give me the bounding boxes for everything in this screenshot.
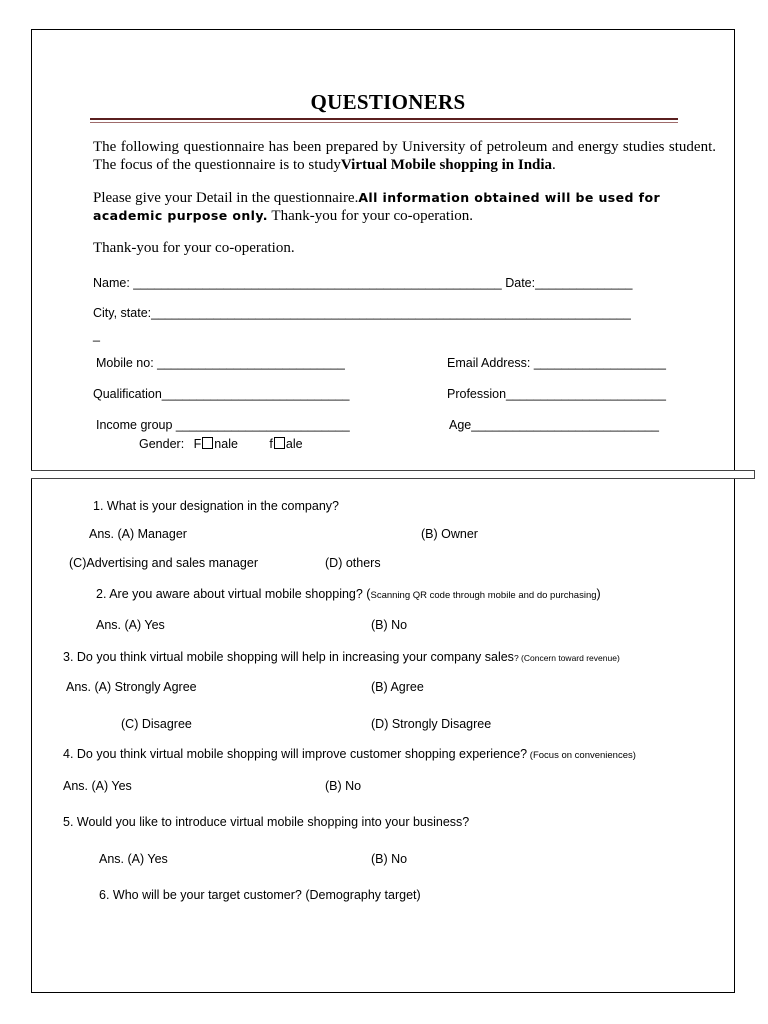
q1-option-d[interactable]: (D) others <box>325 556 381 570</box>
q2-note: Scanning QR code through mobile and do purchasing <box>370 590 597 601</box>
title-rule-thick <box>90 118 678 120</box>
page-title: QUESTIONERS <box>310 90 466 114</box>
male-letter: f <box>269 437 273 451</box>
q5-option-b[interactable]: (B) No <box>371 852 408 866</box>
q1-option-a[interactable]: Ans. (A) Manager <box>89 527 187 541</box>
q4-note: (Focus on conveniences) <box>527 750 636 761</box>
intro-paragraph-1 <box>93 138 716 174</box>
academic-purpose-note: All information obtained will be used for academic purpose only. <box>93 190 661 223</box>
question-2 <box>96 587 601 601</box>
email-field[interactable]: Email Address: ___________________ <box>447 356 666 370</box>
q5-option-a[interactable]: Ans. (A) Yes <box>99 852 168 866</box>
intro-period: . <box>552 157 556 173</box>
gender-male-option[interactable] <box>269 437 302 451</box>
gender-female-option[interactable] <box>194 437 238 451</box>
q3-option-b[interactable]: (B) Agree <box>371 680 424 694</box>
q1-option-c[interactable]: (C)Advertising and sales manager <box>69 556 258 570</box>
detail-text: Please give your Detail in the questionnaire. <box>93 190 359 206</box>
stray-underscore: _ <box>93 328 100 342</box>
female-checkbox[interactable] <box>202 437 213 449</box>
male-label-rest: ale <box>285 437 303 451</box>
q4-option-a[interactable]: Ans. (A) Yes <box>63 779 132 793</box>
age-field[interactable]: Age___________________________ <box>449 418 659 432</box>
question-1: 1. What is your designation in the company? <box>93 499 339 513</box>
mobile-field[interactable]: Mobile no: ___________________________ <box>96 356 345 370</box>
q3-note: ? (Concern toward revenue) <box>513 653 620 663</box>
city-state-field[interactable]: City, state:_____________________________________________________________________ <box>93 306 631 320</box>
qualification-field[interactable]: Qualification___________________________ <box>93 387 350 401</box>
thanks-inline: Thank-you for your co-operation. <box>267 208 473 224</box>
income-group-field[interactable]: Income group _________________________ <box>96 418 350 432</box>
question-6: 6. Who will be your target customer? (Demography target) <box>99 888 421 902</box>
intro-bold-topic: Virtual Mobile shopping in India <box>340 157 553 173</box>
gender-label: Gender: <box>139 437 185 451</box>
q1-option-b[interactable]: (B) Owner <box>421 527 478 541</box>
thanks-line: Thank-you for your co-operation. <box>93 240 295 256</box>
question-3 <box>63 650 620 664</box>
q3-option-a[interactable]: Ans. (A) Strongly Agree <box>66 680 197 694</box>
intro-paragraph-2 <box>93 189 716 225</box>
q4-text: 4. Do you think virtual mobile shopping will improve customer shopping experience? <box>63 747 528 761</box>
title-rule-thin <box>90 122 678 123</box>
male-checkbox[interactable] <box>274 437 285 449</box>
question-4 <box>63 747 636 761</box>
name-date-field[interactable]: Name: _____________________________________________________ Date:______________ <box>93 276 633 290</box>
female-label-rest: nale <box>214 437 238 451</box>
section-divider <box>31 470 755 479</box>
intro-text: The following questionnaire has been prepared by University of petroleum and energy studies student. The focus of the questionnaire is to study <box>93 139 716 173</box>
q2-text: 2. Are you aware about virtual mobile shopping? ( <box>96 587 371 601</box>
q4-option-b[interactable]: (B) No <box>325 779 362 793</box>
q3-text: 3. Do you think virtual mobile shopping will help in increasing your company sales <box>63 650 514 664</box>
gender-row <box>139 437 303 451</box>
q3-option-c[interactable]: (C) Disagree <box>121 717 192 731</box>
female-letter: F <box>193 437 202 451</box>
q2-option-a[interactable]: Ans. (A) Yes <box>96 618 165 632</box>
q2-option-b[interactable]: (B) No <box>371 618 408 632</box>
question-5: 5. Would you like to introduce virtual mobile shopping into your business? <box>63 815 470 829</box>
profession-field[interactable]: Profession_______________________ <box>447 387 666 401</box>
q2-close-paren: ) <box>596 587 601 601</box>
q3-option-d[interactable]: (D) Strongly Disagree <box>371 717 492 731</box>
